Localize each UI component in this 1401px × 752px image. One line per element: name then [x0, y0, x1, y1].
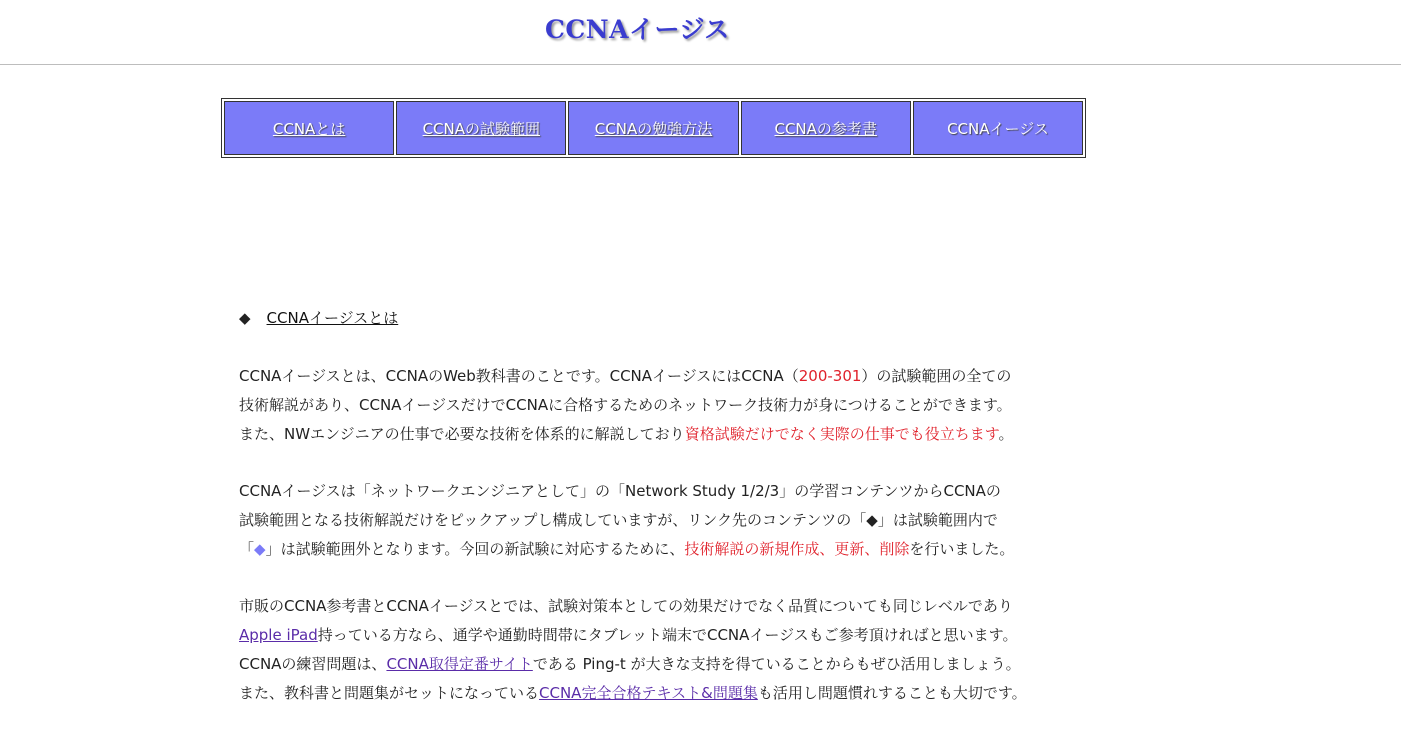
nav-item-study-method[interactable]: CCNAの勉強方法 — [568, 101, 738, 155]
site-title[interactable]: CCNAイージス — [545, 15, 730, 44]
exam-code: 200-301 — [798, 367, 862, 385]
nav-item-about[interactable]: CCNAとは — [224, 101, 394, 155]
intro-paragraph: CCNAイージスとは、CCNAのWeb教科書のことです。CCNAイージスにはCCNA（200-301）の試験範囲の全ての 技術解説があり、CCNAイージスだけでCCNAに合格するためのネットワーク技術力が身につけることができます。 また、NWエンジニアの仕事で必要な技術を体系的に解説しており資格試験だけでなく実際の仕事でも役立ちます。 — [239, 367, 1014, 443]
highlight-text: 資格試験だけでなく実際の仕事でも役立ちます — [684, 425, 999, 443]
ping-t-link[interactable]: CCNA取得定番サイト — [386, 655, 533, 673]
nav-item-exam-scope[interactable]: CCNAの試験範囲 — [396, 101, 566, 155]
nav-item-aegis[interactable]: CCNAイージス — [913, 101, 1083, 155]
section-heading — [239, 304, 1099, 332]
section-heading-link[interactable]: CCNAイージスとは — [266, 309, 399, 327]
diamond-bullet-icon: ◆ — [239, 309, 251, 327]
structure-paragraph: CCNAイージスは「ネットワークエンジニアとして」の「Network Study 1/2/3」の学習コンテンツからCCNAの 試験範囲となる技術解説だけをピックアップし構成していますが、リンク先のコンテンツの「◆」は試験範囲内で 「◆」は試験範囲外となります。今回の新試験に対応するために、技術解説の新規作成、更新、削除を行いました。 — [239, 482, 1015, 558]
highlight-text: 技術解説の新規作成、更新、削除 — [684, 540, 910, 558]
blue-diamond-icon: ◆ — [254, 540, 266, 558]
main-content — [239, 304, 1099, 736]
nav-item-reference-books[interactable]: CCNAの参考書 — [741, 101, 911, 155]
apple-ipad-link[interactable]: Apple iPad — [239, 626, 318, 644]
main-nav — [221, 98, 1086, 158]
resources-paragraph: 市販のCCNA参考書とCCNAイージスとでは、試験対策本としての効果だけでなく品質についても同じレベルであり Apple iPad持っている方なら、通学や通勤時間帯にタブレット端末でCCNAイージスもご参考頂ければと思います。 CCNAの練習問題は、CCNA取得定番サイトである Ping-t が大きな支持を得ていることからもぜひ活用しましょう。 また、教科書と問題集がセットになっているCCNA完全合格テキスト&問題集も活用し問題慣れすることも大切です。 — [239, 597, 1027, 702]
site-header — [0, 0, 1401, 65]
textbook-link[interactable]: CCNA完全合格テキスト&問題集 — [539, 684, 758, 702]
